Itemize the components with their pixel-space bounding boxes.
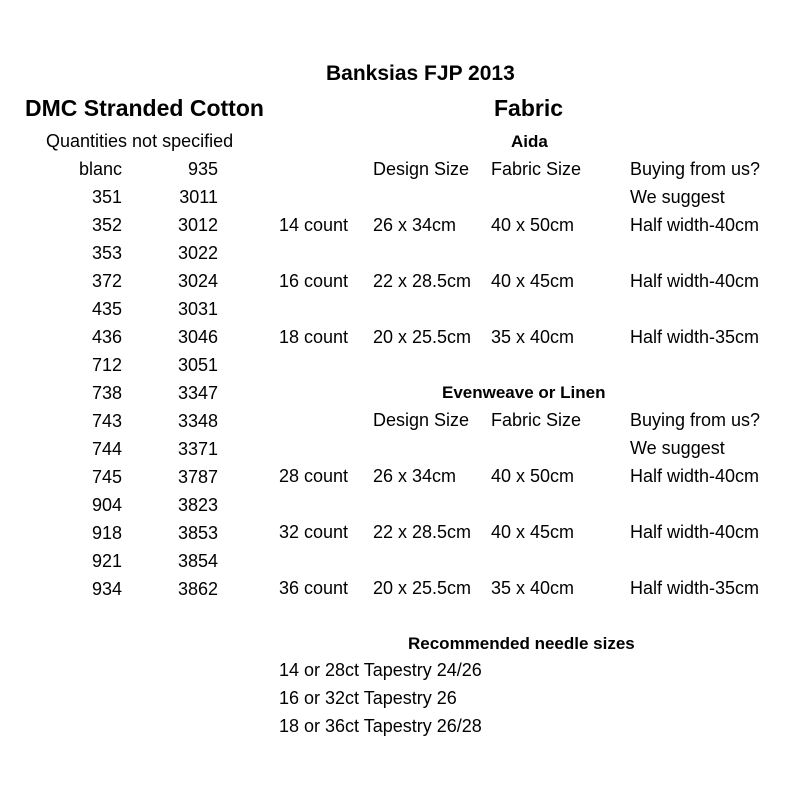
needle-row: 18 or 36ct Tapestry 26/28 [279,716,482,736]
thread-code: 435 [91,299,122,319]
thread-code: 918 [91,523,122,543]
thread-code: 3011 [179,187,218,207]
thread-code: 372 [91,271,122,291]
thread-code: 3347 [177,383,218,403]
fabric-count: 36 count [279,578,349,598]
evenweave-col-design: Design Size [373,410,470,430]
thread-code: 743 [91,411,122,431]
fabric-suggestion: Half width-40cm [630,466,760,486]
needle-row: 14 or 28ct Tapestry 24/26 [279,660,482,680]
thread-code: 921 [91,551,122,571]
thread-code: 904 [91,495,122,515]
thread-code: 745 [91,467,122,487]
fabric-design-size: 20 x 25.5cm [373,327,472,347]
thread-code: 934 [91,579,122,599]
thread-code: 351 [91,187,122,207]
aida-col-buying: Buying from us? [630,159,761,179]
fabric-fabric-size: 40 x 50cm [491,215,575,235]
aida-we-suggest: We suggest [630,187,725,207]
fabric-count: 16 count [279,271,349,291]
thread-code: 352 [91,215,122,235]
thread-code: 712 [91,355,122,375]
thread-code: 3051 [177,355,218,375]
thread-code: 3371 [177,439,218,459]
fabric-design-size: 22 x 28.5cm [373,271,472,291]
fabric-fabric-size: 35 x 40cm [491,578,575,598]
thread-code: 3348 [177,411,218,431]
threads-note: Quantities not specified [46,131,234,151]
thread-code: 3854 [177,551,218,571]
fabric-suggestion: Half width-35cm [630,578,760,598]
thread-code: 353 [91,243,122,263]
thread-code: 436 [91,327,122,347]
evenweave-we-suggest: We suggest [630,438,725,458]
needle-row: 16 or 32ct Tapestry 26 [279,688,457,708]
page-title: Banksias FJP 2013 [326,62,515,85]
thread-code: 3012 [177,215,218,235]
evenweave-col-buying: Buying from us? [630,410,761,430]
fabric-fabric-size: 35 x 40cm [491,327,575,347]
thread-code: 3024 [177,271,218,291]
thread-code: 3853 [177,523,218,543]
thread-code: blanc [78,159,122,179]
fabric-design-size: 26 x 34cm [373,215,457,235]
evenweave-heading: Evenweave or Linen [442,383,606,402]
fabric-design-size: 26 x 34cm [373,466,457,486]
thread-code: 3022 [177,243,218,263]
fabric-suggestion: Half width-40cm [630,271,760,291]
thread-code: 738 [91,383,122,403]
thread-code: 3862 [177,579,218,599]
aida-heading: Aida [511,132,548,151]
needles-heading: Recommended needle sizes [408,634,635,653]
fabric-fabric-size: 40 x 45cm [491,522,575,542]
fabric-suggestion: Half width-35cm [630,327,760,347]
fabric-design-size: 20 x 25.5cm [373,578,472,598]
fabric-suggestion: Half width-40cm [630,215,760,235]
fabric-count: 28 count [279,466,349,486]
fabric-count: 14 count [279,215,349,235]
fabric-count: 18 count [279,327,349,347]
fabric-fabric-size: 40 x 45cm [491,271,575,291]
thread-code: 935 [187,159,218,179]
thread-code: 744 [91,439,122,459]
threads-heading: DMC Stranded Cotton [25,95,264,121]
thread-code: 3823 [177,495,218,515]
fabric-design-size: 22 x 28.5cm [373,522,472,542]
fabric-suggestion: Half width-40cm [630,522,760,542]
fabric-fabric-size: 40 x 50cm [491,466,575,486]
thread-code: 3787 [177,467,218,487]
thread-code: 3031 [177,299,218,319]
aida-col-fabric: Fabric Size [491,159,582,179]
aida-col-design: Design Size [373,159,470,179]
fabric-heading: Fabric [494,95,564,121]
evenweave-col-fabric: Fabric Size [491,410,582,430]
fabric-count: 32 count [279,522,349,542]
thread-code: 3046 [177,327,218,347]
